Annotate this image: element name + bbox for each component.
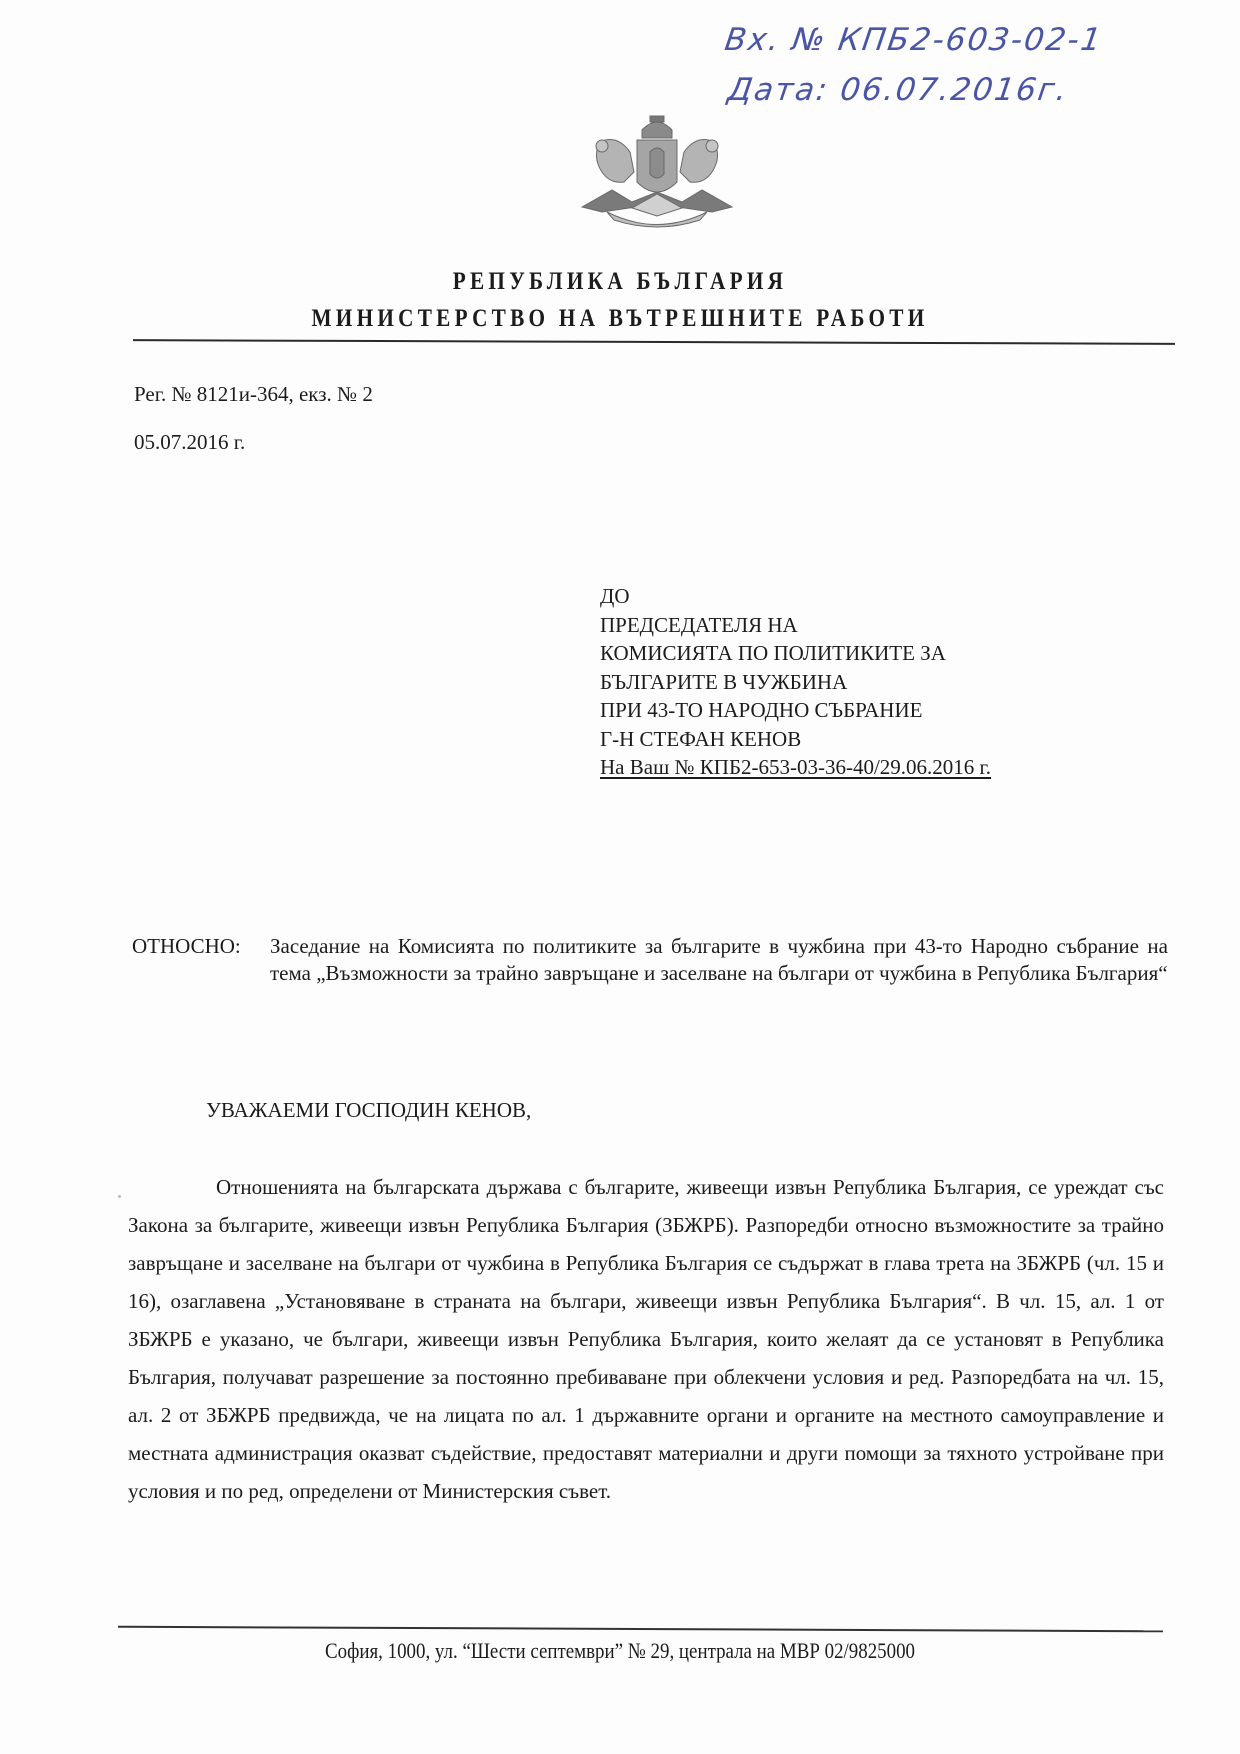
regarding-label: ОТНОСНО: — [132, 934, 241, 958]
handwritten-incoming-number: Вх. № КПБ2-603-02-1 — [722, 22, 1106, 58]
registration-number: Рег. № 8121и-364, екз. № 2 — [134, 382, 373, 406]
recipient-line: Г-Н СТЕФАН КЕНОВ — [600, 726, 802, 751]
recipient-line: ПРЕДСЕДАТЕЛЯ НА — [600, 612, 798, 637]
scan-speck — [118, 1195, 121, 1198]
body-paragraph: Отношенията на българската държава с българите, живеещи извън Република България, се уреждат със Закона за българите, живеещи извън Република България (ЗБЖРБ). Разпоредби относно възможностите за трайно завръщане и заселване на българи от чужбина в Република България се съдържат в глава трета на ЗБЖРБ (чл. 15 и 16), озаглавена „Установяване в страната на българи, живеещи извън Република България“. В чл. 15, ал. 1 от ЗБЖРБ е указано, че българи, живеещи извън Република България, които желаят да се установят в Република България, получават разрешение за постоянно пребиваване при облекчени условия и ред. Разпоредбата на чл. 15, ал. 2 от ЗБЖРБ предвижда, че на лицата по ал. 1 държавните органи и органите на местното самоуправление и местната администрация оказват съдействие, предоставят материални и други помощи за тяхното устройване при условия и по ред, определени от Министерския съвет. — [128, 1175, 1164, 1503]
footer-divider — [118, 1626, 1163, 1633]
letterhead-country: РЕПУБЛИКА БЪЛГАРИЯ — [452, 268, 788, 295]
recipient-line: ПРИ 43-ТО НАРОДНО СЪБРАНИЕ — [600, 698, 923, 722]
handwritten-incoming-date: Дата: 06.07.2016г. — [725, 72, 1071, 108]
footer-address: София, 1000, ул. “Шести септември” № 29, централа на МВР 02/9825000 — [324, 1638, 916, 1663]
recipient-line: КОМИСИЯТА ПО ПОЛИТИКИТЕ ЗА — [600, 641, 946, 665]
reference-number: На Ваш № КПБ2-653-03-36-40/29.06.2016 г. — [600, 755, 992, 779]
letterhead-divider — [133, 339, 1175, 345]
document-date: 05.07.2016 г. — [134, 430, 246, 454]
regarding-block — [132, 933, 1168, 987]
recipient-block — [600, 582, 991, 782]
coat-of-arms-icon — [572, 112, 742, 237]
salutation: УВАЖАЕМИ ГОСПОДИН КЕНОВ, — [206, 1098, 532, 1122]
regarding-text: Заседание на Комисията по политиките за българите в чужбина при 43-то Народно събрание на тема „Възможности за трайно завръщане и заселване на българи от чужбина в Република България“ — [270, 934, 1168, 985]
recipient-line: БЪЛГАРИТЕ В ЧУЖБИНА — [600, 669, 848, 694]
recipient-line: ДО — [600, 584, 630, 608]
letterhead-ministry: МИНИСТЕРСТВО НА ВЪТРЕШНИТЕ РАБОТИ — [311, 305, 929, 332]
